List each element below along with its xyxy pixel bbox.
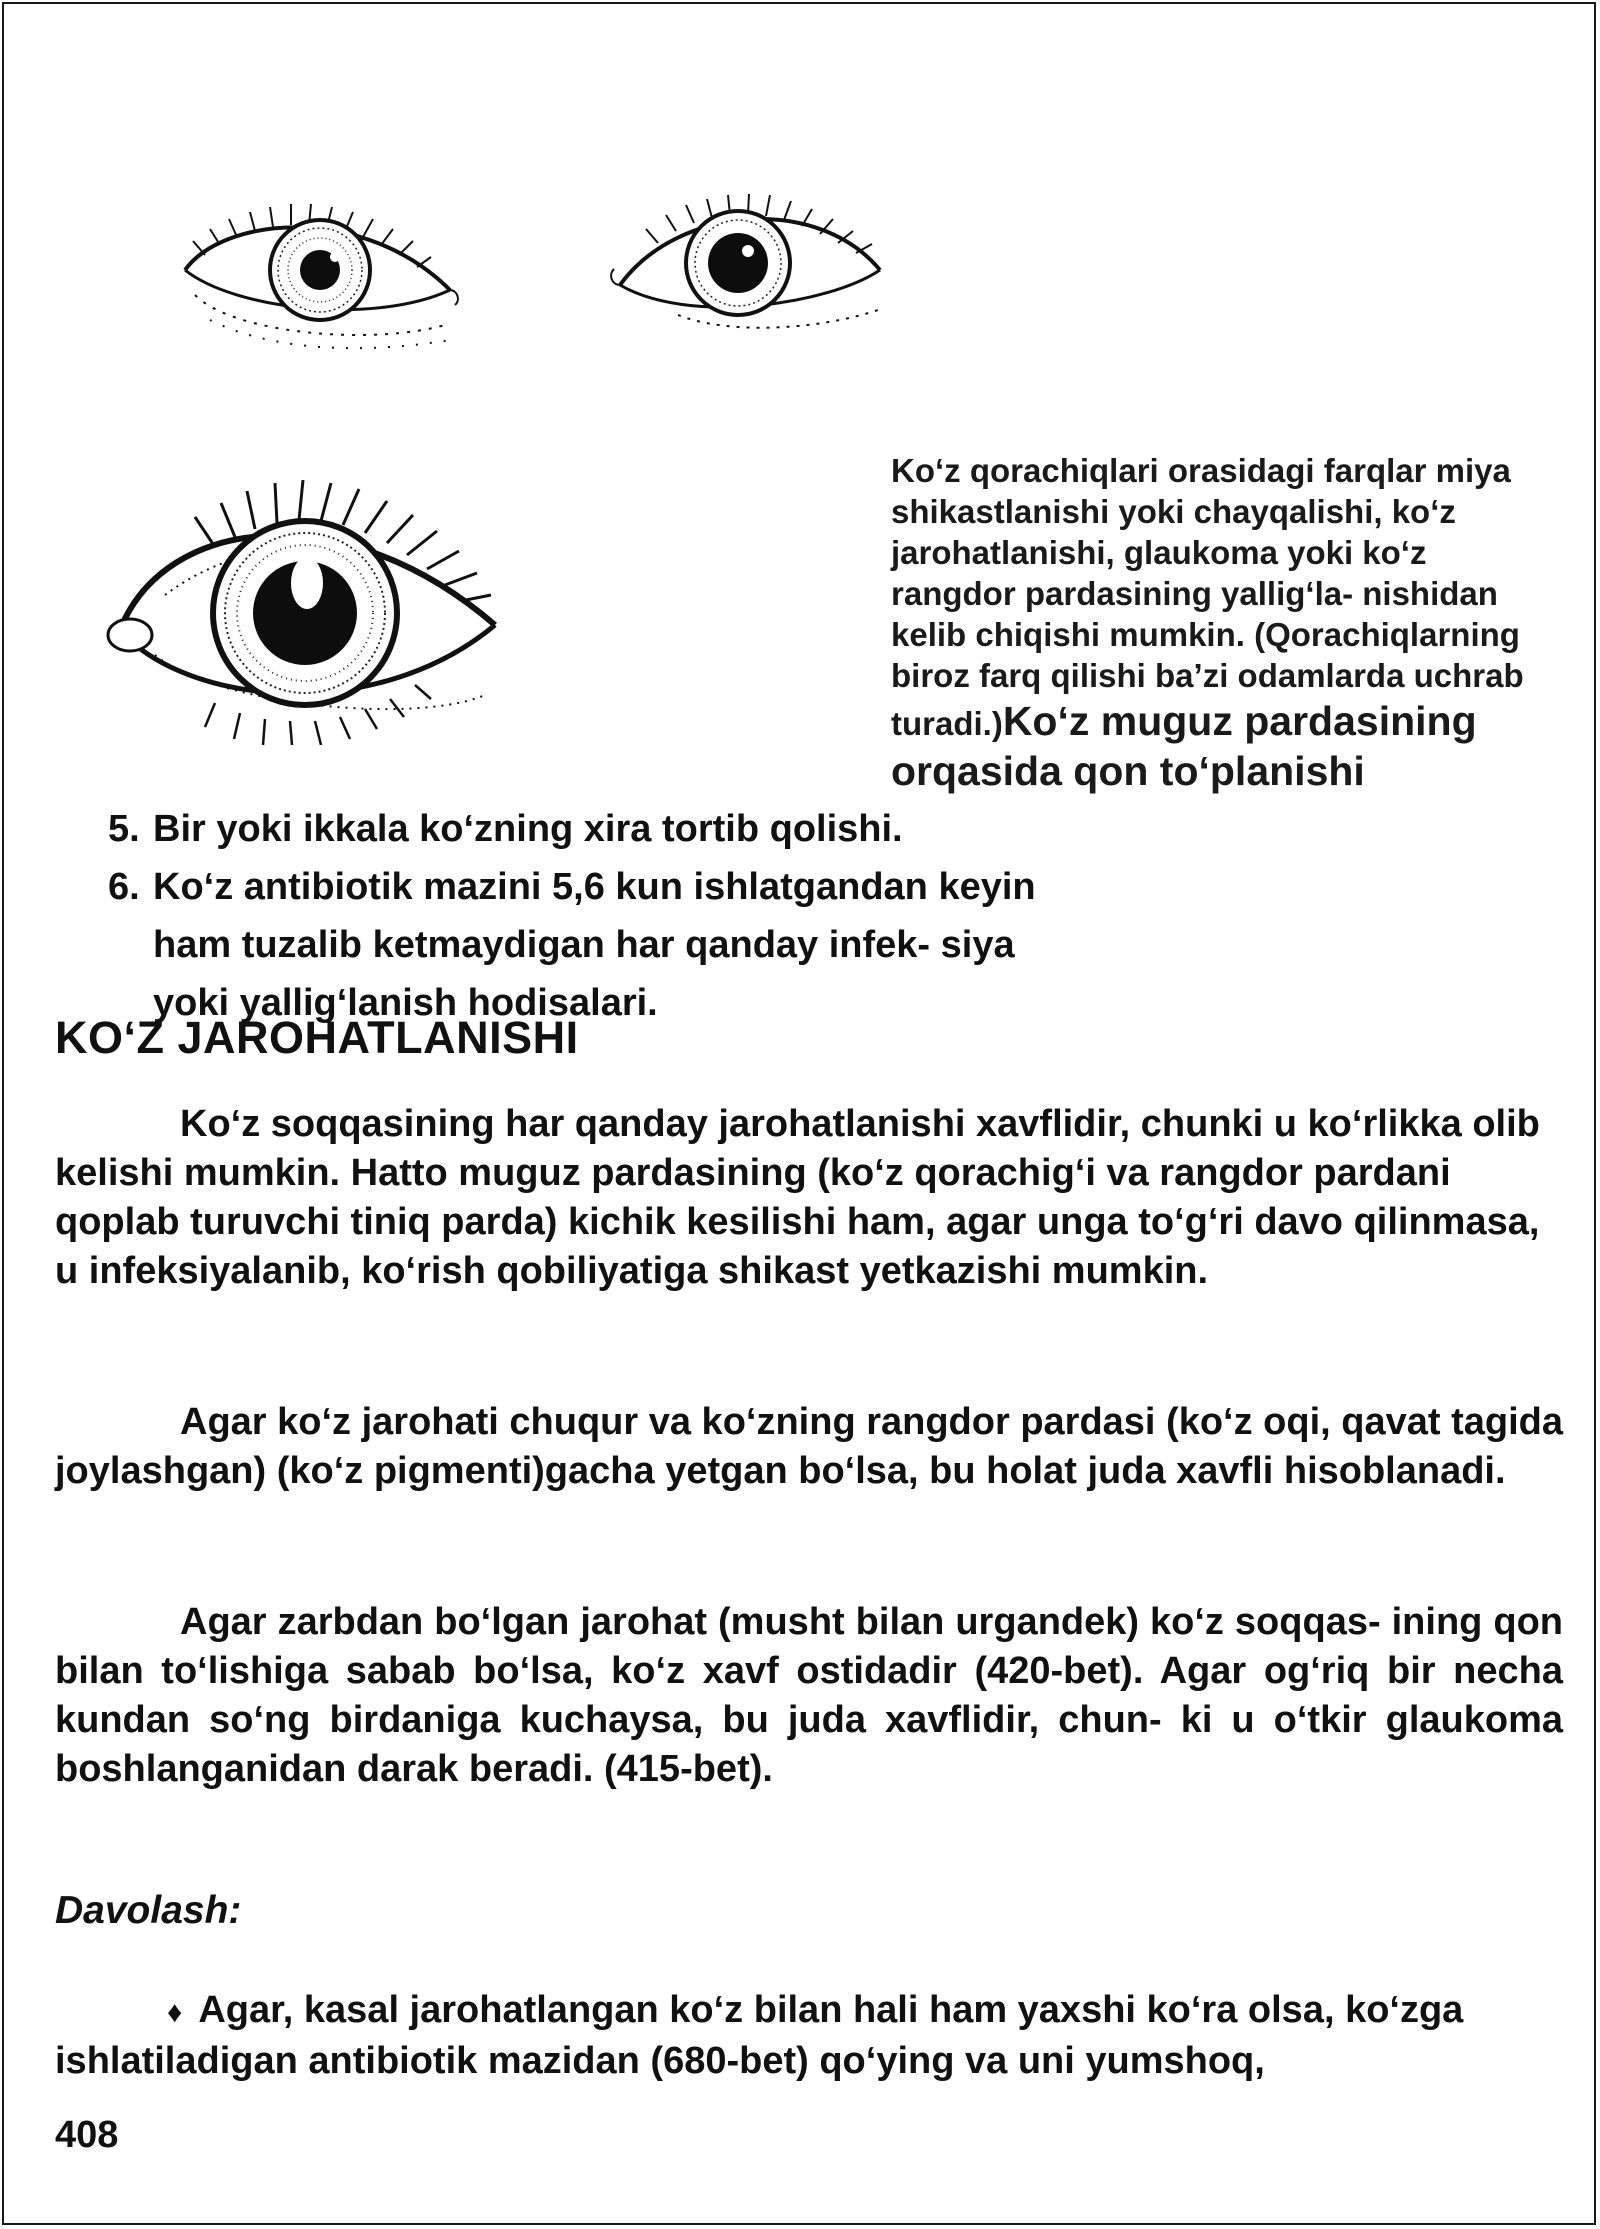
section-heading: KO‘Z JAROHATLANISHI bbox=[55, 1012, 579, 1063]
caption-line: biroz farq qilishi ba’zi odamlarda uchrab bbox=[891, 657, 1524, 694]
list-number: 6. bbox=[108, 866, 140, 908]
caption-line: shikastlanishi yoki chayqalishi, ko‘z bbox=[891, 493, 1456, 530]
caption-line: kelib chiqishi mumkin. (Qorachiqlarning bbox=[891, 616, 1520, 653]
diamond-bullet-icon: ♦ bbox=[167, 1996, 183, 2029]
list-item bbox=[108, 858, 1158, 1032]
caption-line: jarohatlanishi, glaukoma yoki ko‘z bbox=[891, 534, 1427, 571]
caption-line: Ko‘z qorachiqlari orasidagi farqlar miya bbox=[891, 452, 1511, 489]
left-eye-illustration bbox=[165, 195, 465, 360]
caption-line: rangdor pardasining yallig‘la- nishidan bbox=[891, 575, 1498, 612]
right-eye-illustration bbox=[598, 185, 898, 350]
caption-line: turadi.) bbox=[891, 705, 1003, 742]
treatment-heading: Davolash: bbox=[55, 1889, 242, 1932]
list-item-4-text-cont: orqasida qon to‘planishi bbox=[891, 748, 1365, 794]
list-number: 5. bbox=[108, 808, 140, 850]
paragraph: Agar zarbdan bo‘lgan jarohat (musht bilan urgandek) ko‘z soqqas- ining qon bilan to‘lishiga sabab bo‘lsa, ko‘z xavf ostidadir (420-bet). Agar og‘riq bir necha kundan so‘ng birdaniga kuchaysa, bu juda xavflidir, chun- ki u o‘tkir glaukoma boshlanganidan darak beradi. (415-bet). bbox=[55, 1601, 1563, 1790]
list-item-text: Ko‘z antibiotik mazini 5,6 kun ishlatgandan keyin bbox=[153, 866, 1036, 908]
list-item-text: Bir yoki ikkala ko‘zning xira tortib qolishi. bbox=[153, 808, 903, 850]
large-eye-illustration bbox=[95, 455, 565, 780]
numbered-list bbox=[108, 800, 1158, 1032]
page-number: 408 bbox=[55, 2114, 119, 2156]
bullet-item bbox=[55, 1986, 1563, 2086]
paragraph: Agar ko‘z jarohati chuqur va ko‘zning rangdor pardasi (ko‘z oqi, qavat tagida joylashgan) (ko‘z pigmenti)gacha yetgan bo‘lsa, bu holat juda xavfli hisoblanadi. bbox=[55, 1401, 1563, 1492]
list-item-text: yoki yallig‘lanish hodisalari. bbox=[153, 982, 658, 1024]
eye-caption bbox=[891, 450, 1561, 796]
list-item-text: ham tuzalib ketmaydigan har qanday infek- siya bbox=[153, 924, 1015, 966]
bullet-text: Agar, kasal jarohatlangan ko‘z bilan hali ham yaxshi ko‘ra olsa, ko‘zga ishlatiladigan antibiotik mazidan (680-bet) qo‘ying va uni yumshoq, bbox=[55, 1989, 1464, 2082]
caption-line-last bbox=[891, 696, 1561, 746]
paragraph: Ko‘z soqqasining har qanday jarohatlanishi xavflidir, chunki u ko‘rlikka olib kelishi mumkin. Hatto muguz pardasining (ko‘z qorachig‘i va rangdor pardani qoplab turuvchi tiniq parda) kichik kesilishi ham, agar unga to‘g‘ri davo qilinmasa, u infeksiyalanib, ko‘rish qobiliyatiga shikast yetkazishi mumkin. bbox=[55, 1103, 1540, 1292]
list-item-4-text: Ko‘z muguz pardasining bbox=[1002, 698, 1477, 744]
list-item bbox=[108, 800, 1158, 858]
